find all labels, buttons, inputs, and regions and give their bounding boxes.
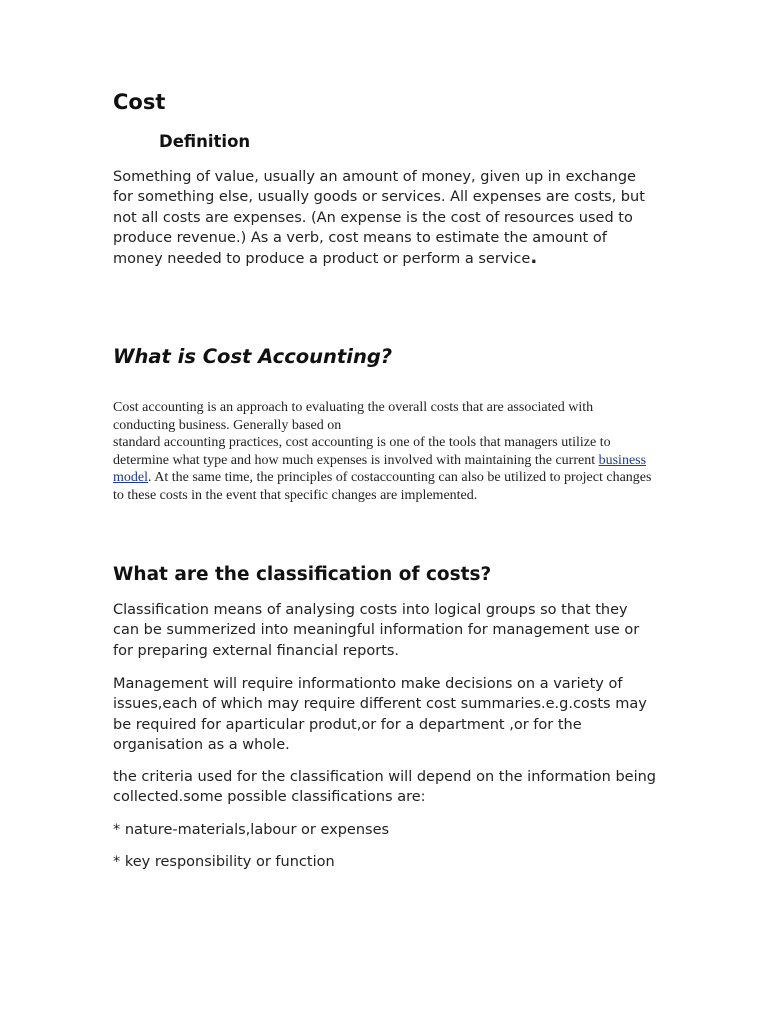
business-model-link[interactable]: business model (113, 452, 647, 486)
classification-paragraph-3: the criteria used for the classification will depend on the information being collected.some possible classifications are: (113, 769, 657, 806)
document-title: Cost (113, 90, 166, 114)
classification-bullet-1: * nature-materials,labour or expenses (113, 822, 390, 838)
cost-accounting-line2-start: standard accounting practices, cost accounting is one of the tools that managers utilize to determine what type and how much expenses is involved with maintaining the current (113, 435, 611, 468)
cost-accounting-paragraph (113, 399, 653, 505)
classification-paragraph-1: Classification means of analysing costs into logical groups so that they can be summerized into meaningful information for management use or for preparing external financial reports. (113, 602, 640, 659)
cost-accounting-heading: What is Cost Accounting? (113, 345, 393, 368)
definition-paragraph (113, 167, 658, 269)
cost-accounting-line2-end: . At the same time, the principles of costaccounting can also be utilized to project changes to these costs in the event that specific changes are implemented. (113, 470, 652, 503)
classification-bullet-2: * key responsibility or function (113, 854, 335, 870)
classification-heading: What are the classification of costs? (113, 564, 492, 585)
cost-accounting-line1: Cost accounting is an approach to evaluating the overall costs that are associated with conducting business. Generally based on (113, 400, 594, 433)
definition-heading: Definition (159, 132, 251, 151)
definition-end-mark: . (530, 247, 538, 269)
definition-text: Something of value, usually an amount of money, given up in exchange for something else, usually goods or services. All expenses are costs, but not all costs are expenses. (An expense is the cost of resources used to produce revenue.) As a verb, cost means to estimate the amount of money needed to produce a product or perform a service (113, 169, 645, 268)
classification-paragraph-2: Management will require informationto make decisions on a variety of issues,each of which may require different cost summaries.e.g.costs may be required for aparticular produt,or for a department ,or for the organisation as a whole. (113, 676, 647, 753)
